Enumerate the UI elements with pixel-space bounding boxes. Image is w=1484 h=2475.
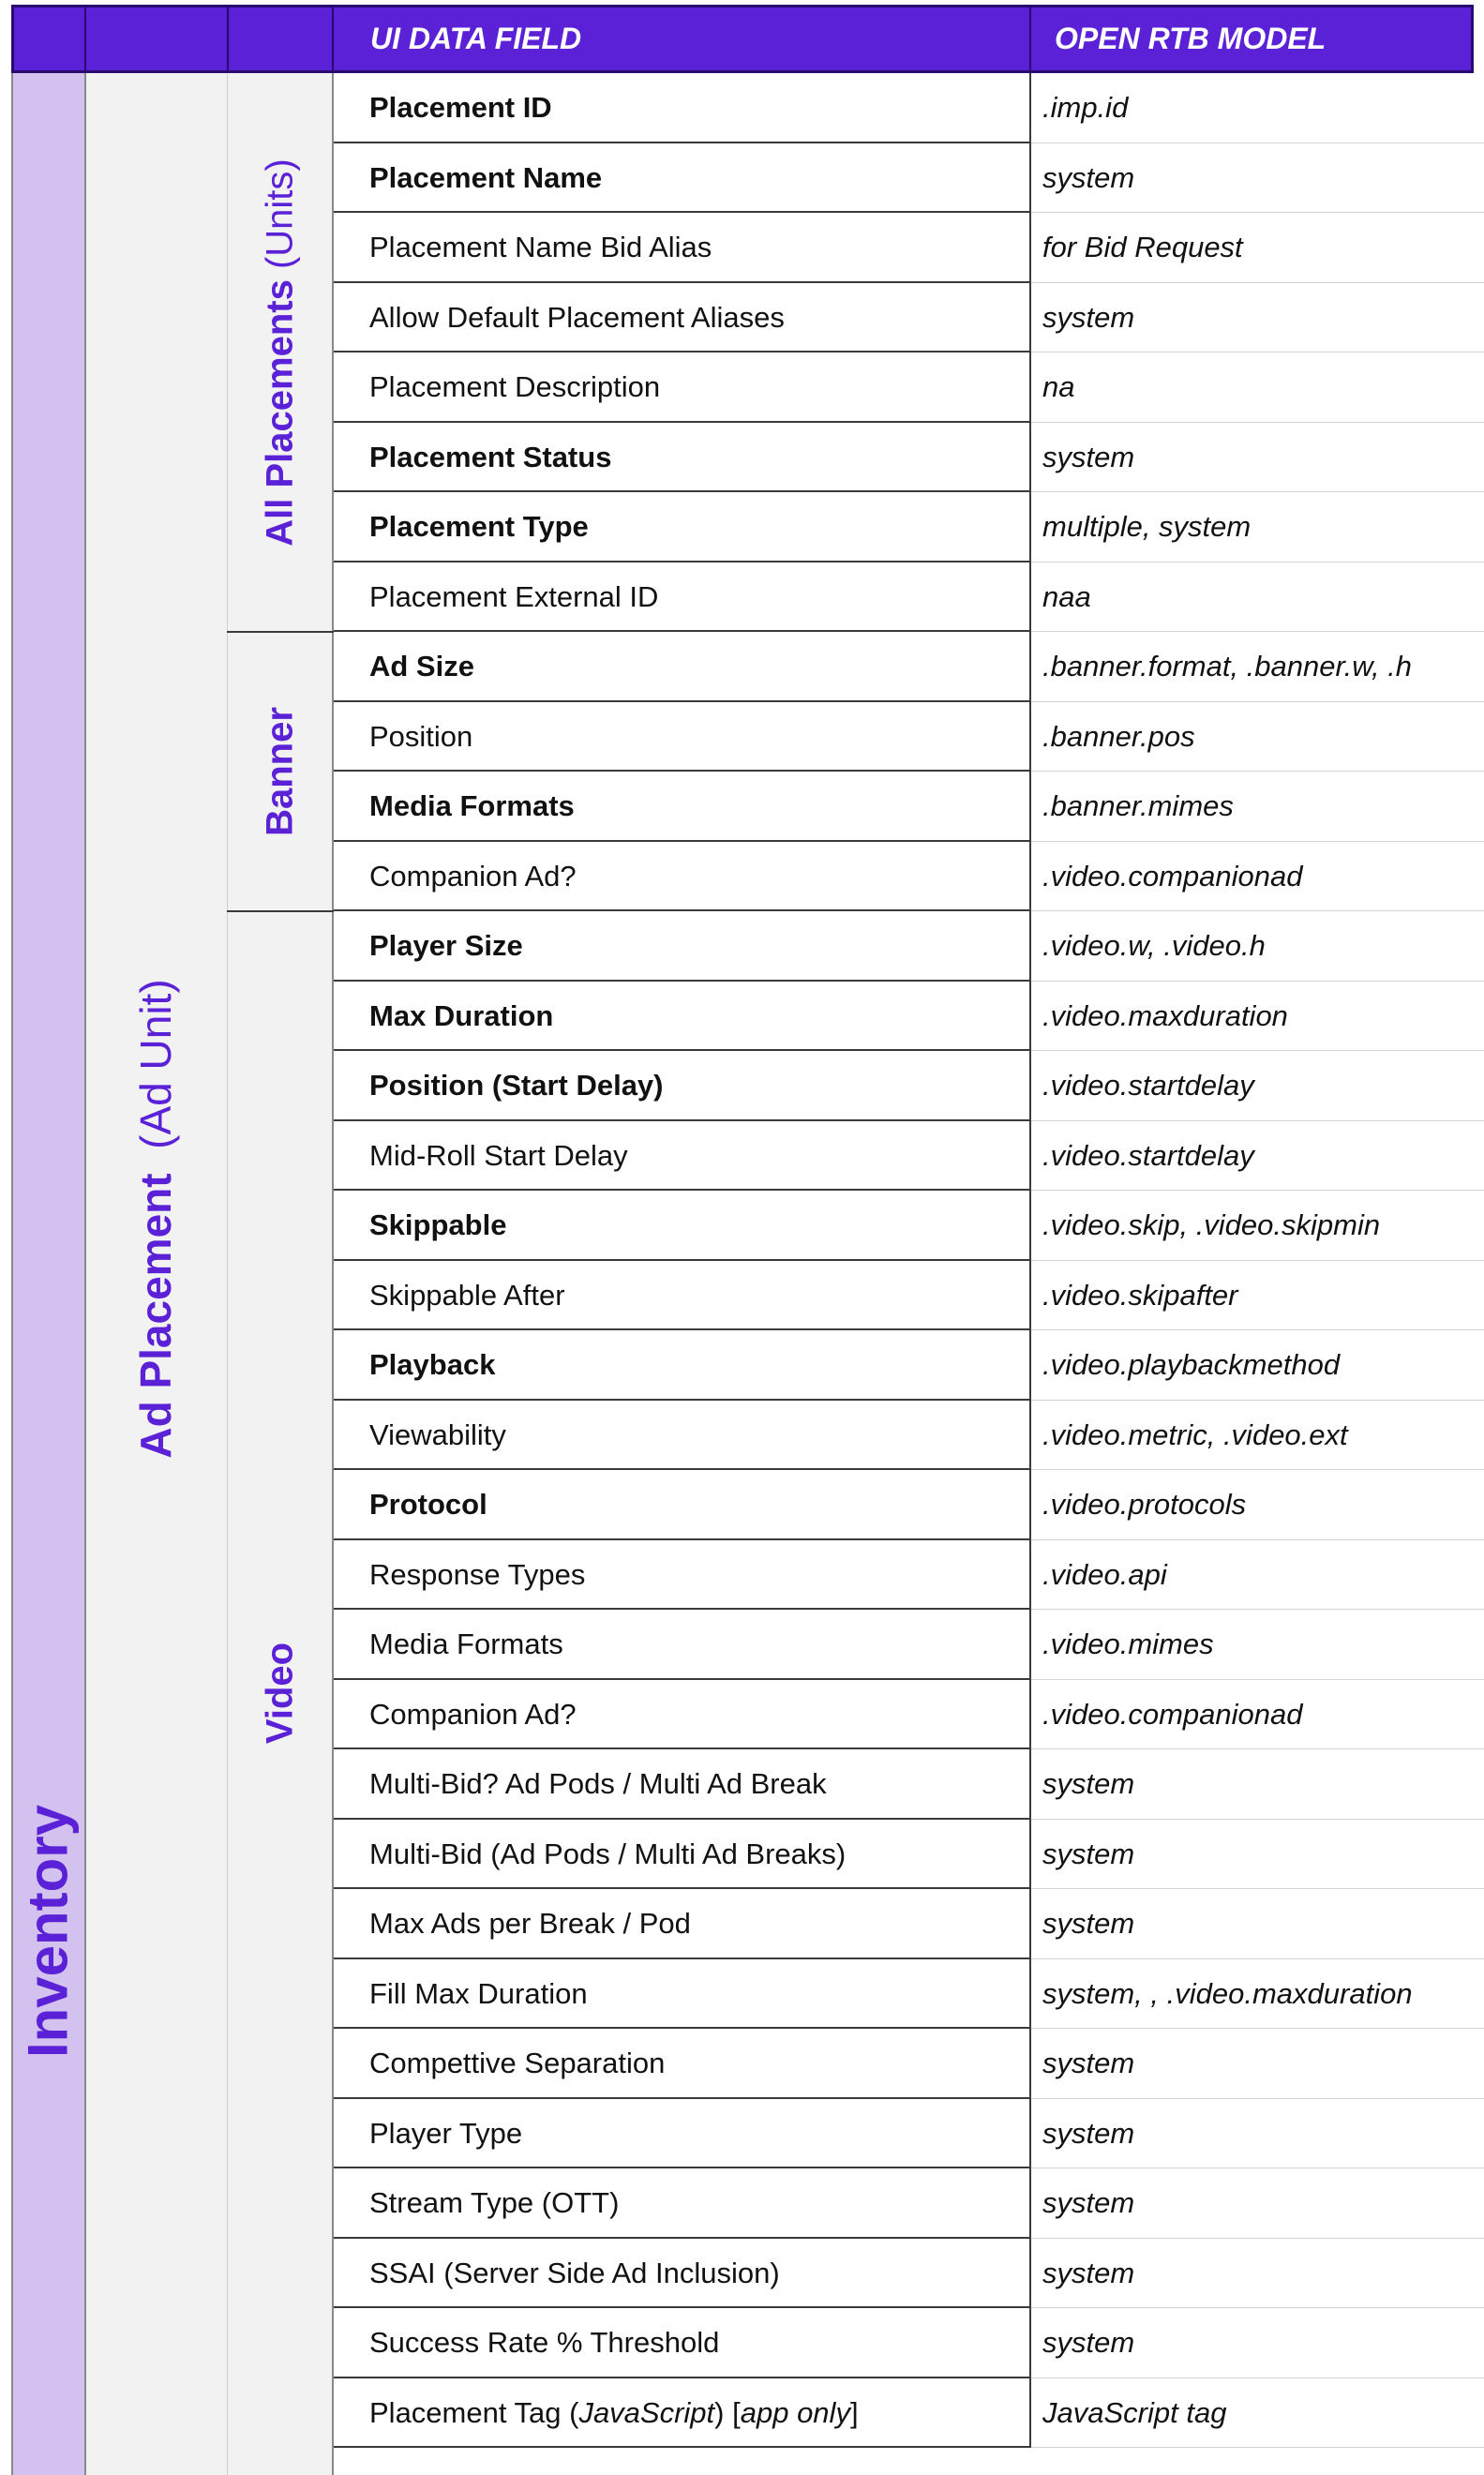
open-rtb-model-cell: system, , .video.maxduration xyxy=(1031,1959,1484,2030)
ui-data-field-cell: Media Formats xyxy=(334,772,1031,842)
table-row xyxy=(334,1889,1484,1959)
table-row xyxy=(334,352,1484,423)
ui-data-field-cell: Stream Type (OTT) xyxy=(334,2168,1031,2239)
ui-data-field-cell: Viewability xyxy=(334,1401,1031,1471)
ui-data-field-cell: Response Types xyxy=(334,1540,1031,1611)
ui-data-field-cell: Protocol xyxy=(334,1470,1031,1540)
field-text: ] xyxy=(849,2395,859,2429)
table-row xyxy=(334,1610,1484,1680)
ui-data-field-cell: Companion Ad? xyxy=(334,842,1031,912)
group-separator xyxy=(227,910,334,912)
ad-placement-text xyxy=(130,979,181,1458)
open-rtb-model-cell: system xyxy=(1031,2029,1484,2099)
ui-data-field-cell: Placement Description xyxy=(334,352,1031,423)
open-rtb-model-cell: system xyxy=(1031,2099,1484,2169)
open-rtb-model-cell: multiple, system xyxy=(1031,492,1484,562)
open-rtb-model-cell: .imp.id xyxy=(1031,73,1484,143)
ui-data-field-cell: Media Formats xyxy=(334,1610,1031,1680)
table-row xyxy=(334,143,1484,214)
ad-placement-sub: (Ad Unit) xyxy=(131,979,180,1149)
table-row xyxy=(334,2239,1484,2309)
all-placements-sub: (Units) xyxy=(259,158,301,270)
open-rtb-model-cell: system xyxy=(1031,283,1484,353)
table-row xyxy=(334,423,1484,493)
table-row xyxy=(334,702,1484,772)
inventory-text: Inventory xyxy=(16,1804,80,2059)
open-rtb-model-cell: system xyxy=(1031,1889,1484,1959)
ui-data-field-cell: Companion Ad? xyxy=(334,1680,1031,1750)
table-row xyxy=(334,1330,1484,1401)
table-row xyxy=(334,1470,1484,1540)
field-text: ) [ xyxy=(714,2395,741,2429)
open-rtb-model-cell: .video.mimes xyxy=(1031,1610,1484,1680)
table-row xyxy=(334,2099,1484,2169)
table-row xyxy=(334,2029,1484,2099)
ui-data-field-cell: Allow Default Placement Aliases xyxy=(334,283,1031,353)
ad-placement-label xyxy=(84,891,227,1547)
ui-data-field-cell: Success Rate % Threshold xyxy=(334,2308,1031,2378)
all-placements-text xyxy=(260,158,302,546)
ui-data-field-cell: Placement Name xyxy=(334,143,1031,214)
ui-data-field-cell: SSAI (Server Side Ad Inclusion) xyxy=(334,2239,1031,2309)
open-rtb-model-cell: na xyxy=(1031,352,1484,423)
ui-data-field-cell: Skippable After xyxy=(334,1261,1031,1331)
table-row xyxy=(334,1959,1484,2030)
header-divider xyxy=(332,8,334,70)
field-text-italic: JavaScript xyxy=(578,2395,715,2429)
ui-data-field-cell: Placement ID xyxy=(334,73,1031,143)
data-table xyxy=(334,73,1484,2378)
ui-data-field-cell: Position (Start Delay) xyxy=(334,1051,1031,1121)
open-rtb-model-cell: .video.startdelay xyxy=(1031,1051,1484,1121)
ui-data-field-cell: Placement External ID xyxy=(334,562,1031,633)
video-text: Video xyxy=(259,1642,301,1745)
table-row xyxy=(334,283,1484,353)
ui-data-field-cell: Mid-Roll Start Delay xyxy=(334,1121,1031,1192)
table-row xyxy=(334,911,1484,982)
ui-data-field-cell: Multi-Bid? Ad Pods / Multi Ad Break xyxy=(334,1749,1031,1820)
table-row xyxy=(334,1121,1484,1192)
open-rtb-model-cell: system xyxy=(1031,1749,1484,1820)
open-rtb-model-cell: naa xyxy=(1031,562,1484,633)
open-rtb-model-cell: .video.protocols xyxy=(1031,1470,1484,1540)
open-rtb-model-cell: system xyxy=(1031,1820,1484,1890)
ui-data-field-cell xyxy=(334,2378,1031,2449)
ui-data-field-cell: Playback xyxy=(334,1330,1031,1401)
table-row xyxy=(334,1261,1484,1331)
ui-data-field-cell: Multi-Bid (Ad Pods / Multi Ad Breaks) xyxy=(334,1820,1031,1890)
table-row xyxy=(334,2168,1484,2239)
open-rtb-model-cell: .banner.pos xyxy=(1031,702,1484,772)
table-row xyxy=(334,1820,1484,1890)
header-divider xyxy=(1029,8,1031,70)
header-divider xyxy=(84,8,86,70)
table-row xyxy=(334,1191,1484,1261)
open-rtb-model-cell: .video.w, .video.h xyxy=(1031,911,1484,982)
open-rtb-model-cell: system xyxy=(1031,143,1484,214)
open-rtb-model-cell: system xyxy=(1031,2239,1484,2309)
ui-data-field-cell: Compettive Separation xyxy=(334,2029,1031,2099)
open-rtb-model-cell: JavaScript tag xyxy=(1031,2378,1484,2449)
inventory-label xyxy=(11,1744,84,2119)
open-rtb-model-cell: .video.api xyxy=(1031,1540,1484,1611)
ui-data-field-cell: Player Size xyxy=(334,911,1031,982)
ad-placement-main: Ad Placement xyxy=(131,1173,180,1459)
table-row xyxy=(334,632,1484,702)
table-row xyxy=(334,492,1484,562)
ui-data-field-cell: Player Type xyxy=(334,2099,1031,2169)
table-row xyxy=(334,2378,1484,2449)
open-rtb-model-cell: .video.playbackmethod xyxy=(1031,1330,1484,1401)
open-rtb-model-cell: .banner.format, .banner.w, .h xyxy=(1031,632,1484,702)
table-row xyxy=(334,562,1484,633)
table-row xyxy=(334,1401,1484,1471)
header-ui-data-field: UI DATA FIELD xyxy=(370,22,582,55)
banner-text: Banner xyxy=(259,707,301,836)
table-row xyxy=(334,842,1484,912)
header-open-rtb-model: OPEN RTB MODEL xyxy=(1055,22,1327,55)
ui-data-field-cell: Placement Status xyxy=(334,423,1031,493)
field-text: Placement Tag ( xyxy=(369,2395,579,2429)
table-row xyxy=(334,1051,1484,1121)
table-row xyxy=(334,1540,1484,1611)
open-rtb-model-cell: .video.companionad xyxy=(1031,1680,1484,1750)
ui-data-field-cell: Ad Size xyxy=(334,632,1031,702)
open-rtb-model-cell: .video.companionad xyxy=(1031,842,1484,912)
table-row xyxy=(334,213,1484,283)
ui-data-field-cell: Fill Max Duration xyxy=(334,1959,1031,2030)
field-text-italic: app only xyxy=(740,2395,850,2429)
open-rtb-model-cell: .video.metric, .video.ext xyxy=(1031,1401,1484,1471)
table-row xyxy=(334,2308,1484,2378)
open-rtb-model-cell: system xyxy=(1031,423,1484,493)
table-row xyxy=(334,772,1484,842)
ui-data-field-cell: Placement Type xyxy=(334,492,1031,562)
table-row xyxy=(334,1749,1484,1820)
open-rtb-model-cell: .video.startdelay xyxy=(1031,1121,1484,1192)
ui-data-field-cell: Max Duration xyxy=(334,982,1031,1052)
open-rtb-model-cell: for Bid Request xyxy=(1031,213,1484,283)
open-rtb-model-cell: .video.maxduration xyxy=(1031,982,1484,1052)
all-placements-main: All Placements xyxy=(259,279,301,547)
open-rtb-model-cell: system xyxy=(1031,2308,1484,2378)
ui-data-field-cell: Max Ads per Break / Pod xyxy=(334,1889,1031,1959)
header-row xyxy=(11,5,1474,73)
ui-data-field-cell: Position xyxy=(334,702,1031,772)
table-row xyxy=(334,73,1484,143)
group-separator xyxy=(227,631,334,633)
table-row xyxy=(334,1680,1484,1750)
banner-label xyxy=(227,632,334,911)
ui-data-field-cell: Placement Name Bid Alias xyxy=(334,213,1031,283)
video-label xyxy=(227,911,334,2475)
header-divider xyxy=(227,8,229,70)
open-rtb-model-cell: system xyxy=(1031,2168,1484,2239)
all-placements-label xyxy=(227,73,334,632)
ui-data-field-cell: Skippable xyxy=(334,1191,1031,1261)
open-rtb-model-cell: .banner.mimes xyxy=(1031,772,1484,842)
open-rtb-model-cell: .video.skip, .video.skipmin xyxy=(1031,1191,1484,1261)
open-rtb-model-cell: .video.skipafter xyxy=(1031,1261,1484,1331)
table-row xyxy=(334,982,1484,1052)
